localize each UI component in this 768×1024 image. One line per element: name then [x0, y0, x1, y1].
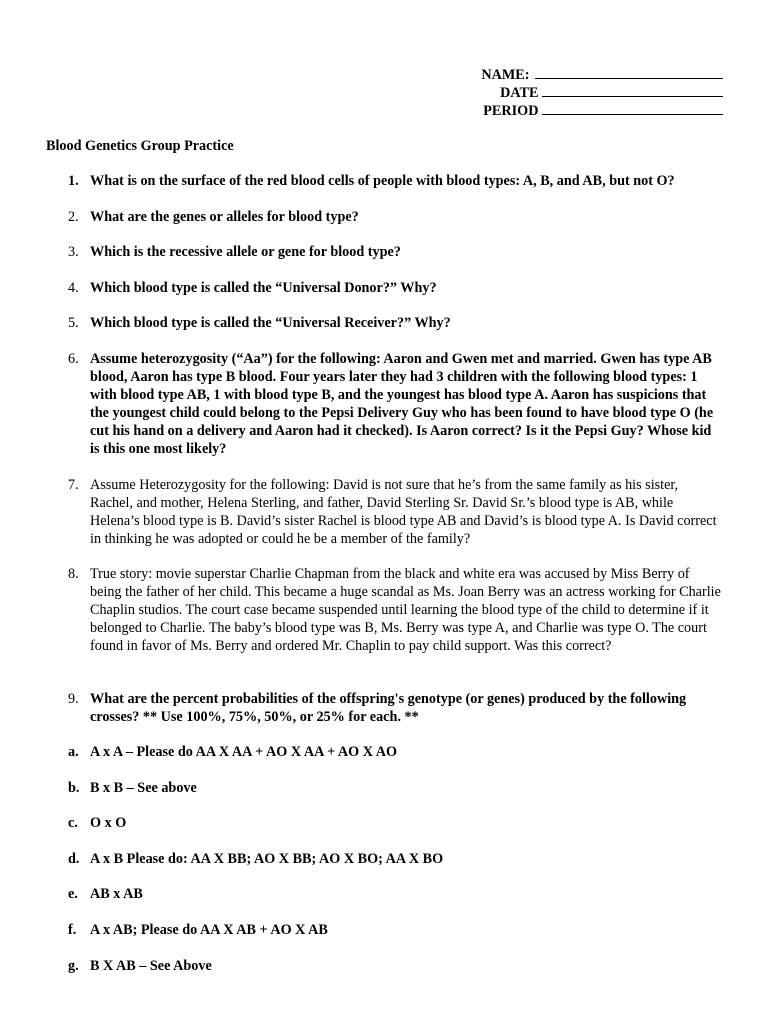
date-label: DATE [500, 85, 539, 101]
question-text: Assume heterozygosity (“Aa”) for the following: Aaron and Gwen met and married. Gwen has type AB blood, Aaron has type B blood. Four years later they had 3 children with the following blood types: 1 with blood type AB, 1 with blood type B, and the youngest has blood type A. Aaron has suspicions that the youngest child could belong to the Pepsi Delivery Guy who has been found to have blood type O (he cut his hand on a delivery and Aaron had it checked). Is Aaron correct? Is it the Pepsi Guy? Whose kid is this one most likely? [90, 351, 714, 457]
period-field[interactable] [483, 101, 723, 120]
period-label: PERIOD [483, 103, 539, 119]
question-number: 8. [68, 566, 79, 582]
name-blank[interactable] [535, 65, 723, 79]
date-blank[interactable] [542, 83, 723, 97]
cross-letter: d. [68, 851, 80, 867]
cross-letter: a. [68, 744, 79, 760]
question-text: What are the genes or alleles for blood type? [90, 209, 359, 225]
cross-letter: g. [68, 958, 79, 974]
question-6 [68, 350, 723, 458]
question-9 [68, 690, 723, 726]
cross-text: O x O [90, 815, 127, 831]
cross-a [68, 743, 723, 761]
question-text: True story: movie superstar Charlie Chapman from the black and white era was accused by Miss Berry of being the father of her child. This became a huge scandal as Ms. Joan Berry was an actress working for Charlie Chaplin studios. The court case became suspended until learning the blood type of the child to determine if it belonged to Charlie. The baby’s blood type was B, Ms. Berry was type A, and Charlie was type O. The court found in favor of Ms. Berry and ordered Mr. Chaplin to pay child support. Was this correct? [90, 566, 721, 654]
date-field[interactable] [500, 83, 723, 102]
cross-text: A x AB; Please do AA X AB + AO X AB [90, 922, 328, 938]
question-2 [68, 208, 723, 226]
question-text: What are the percent probabilities of the offspring's genotype (or genes) produced by the following crosses? ** Use 100%, 75%, 50%, or 25% for each. ** [90, 691, 687, 725]
cross-letter: c. [68, 815, 78, 831]
question-4 [68, 279, 723, 297]
question-5 [68, 314, 723, 332]
name-field[interactable] [481, 65, 723, 84]
question-number: 5. [68, 315, 79, 331]
cross-b [68, 779, 723, 797]
question-1 [68, 172, 723, 190]
question-3 [68, 243, 723, 261]
cross-e [68, 885, 723, 903]
question-number: 3. [68, 244, 79, 260]
question-number: 4. [68, 280, 79, 296]
cross-f [68, 921, 723, 939]
cross-letter: b. [68, 780, 80, 796]
cross-letter: f. [68, 922, 77, 938]
cross-text: A x A – Please do AA X AA + AO X AA + AO X AO [90, 744, 398, 760]
cross-text: AB x AB [90, 886, 143, 902]
cross-g [68, 957, 723, 975]
question-text: Which blood type is called the “Universal Receiver?” Why? [90, 315, 451, 331]
question-text: Which is the recessive allele or gene for blood type? [90, 244, 401, 260]
question-number: 2. [68, 209, 79, 225]
cross-d [68, 850, 723, 868]
cross-letter: e. [68, 886, 78, 902]
cross-text: B X AB – See Above [90, 958, 212, 974]
question-text: Assume Heterozygosity for the following: David is not sure that he’s from the same family as his sister, Rachel, and mother, Helena Sterling, and father, David Sterling Sr. David Sr.’s blood type is AB, while Helena’s blood type is B. David’s sister Rachel is blood type AB and David’s is blood type A. Is David correct in thinking he was adopted or could he be a member of the family? [90, 477, 717, 547]
question-number: 6. [68, 351, 79, 367]
question-number: 7. [68, 477, 79, 493]
question-number: 9. [68, 691, 79, 707]
name-label: NAME: [481, 67, 530, 83]
period-blank[interactable] [542, 101, 723, 115]
page-title: Blood Genetics Group Practice [46, 138, 234, 154]
question-8 [68, 565, 723, 655]
question-7 [68, 476, 723, 548]
question-text: Which blood type is called the “Universal Donor?” Why? [90, 280, 437, 296]
question-number: 1. [68, 173, 79, 189]
cross-text: B x B – See above [90, 780, 197, 796]
cross-text: A x B Please do: AA X BB; AO X BB; AO X BO; AA X BO [90, 851, 444, 867]
question-text: What is on the surface of the red blood cells of people with blood types: A, B, and AB, but not O? [90, 173, 675, 189]
cross-c [68, 814, 723, 832]
